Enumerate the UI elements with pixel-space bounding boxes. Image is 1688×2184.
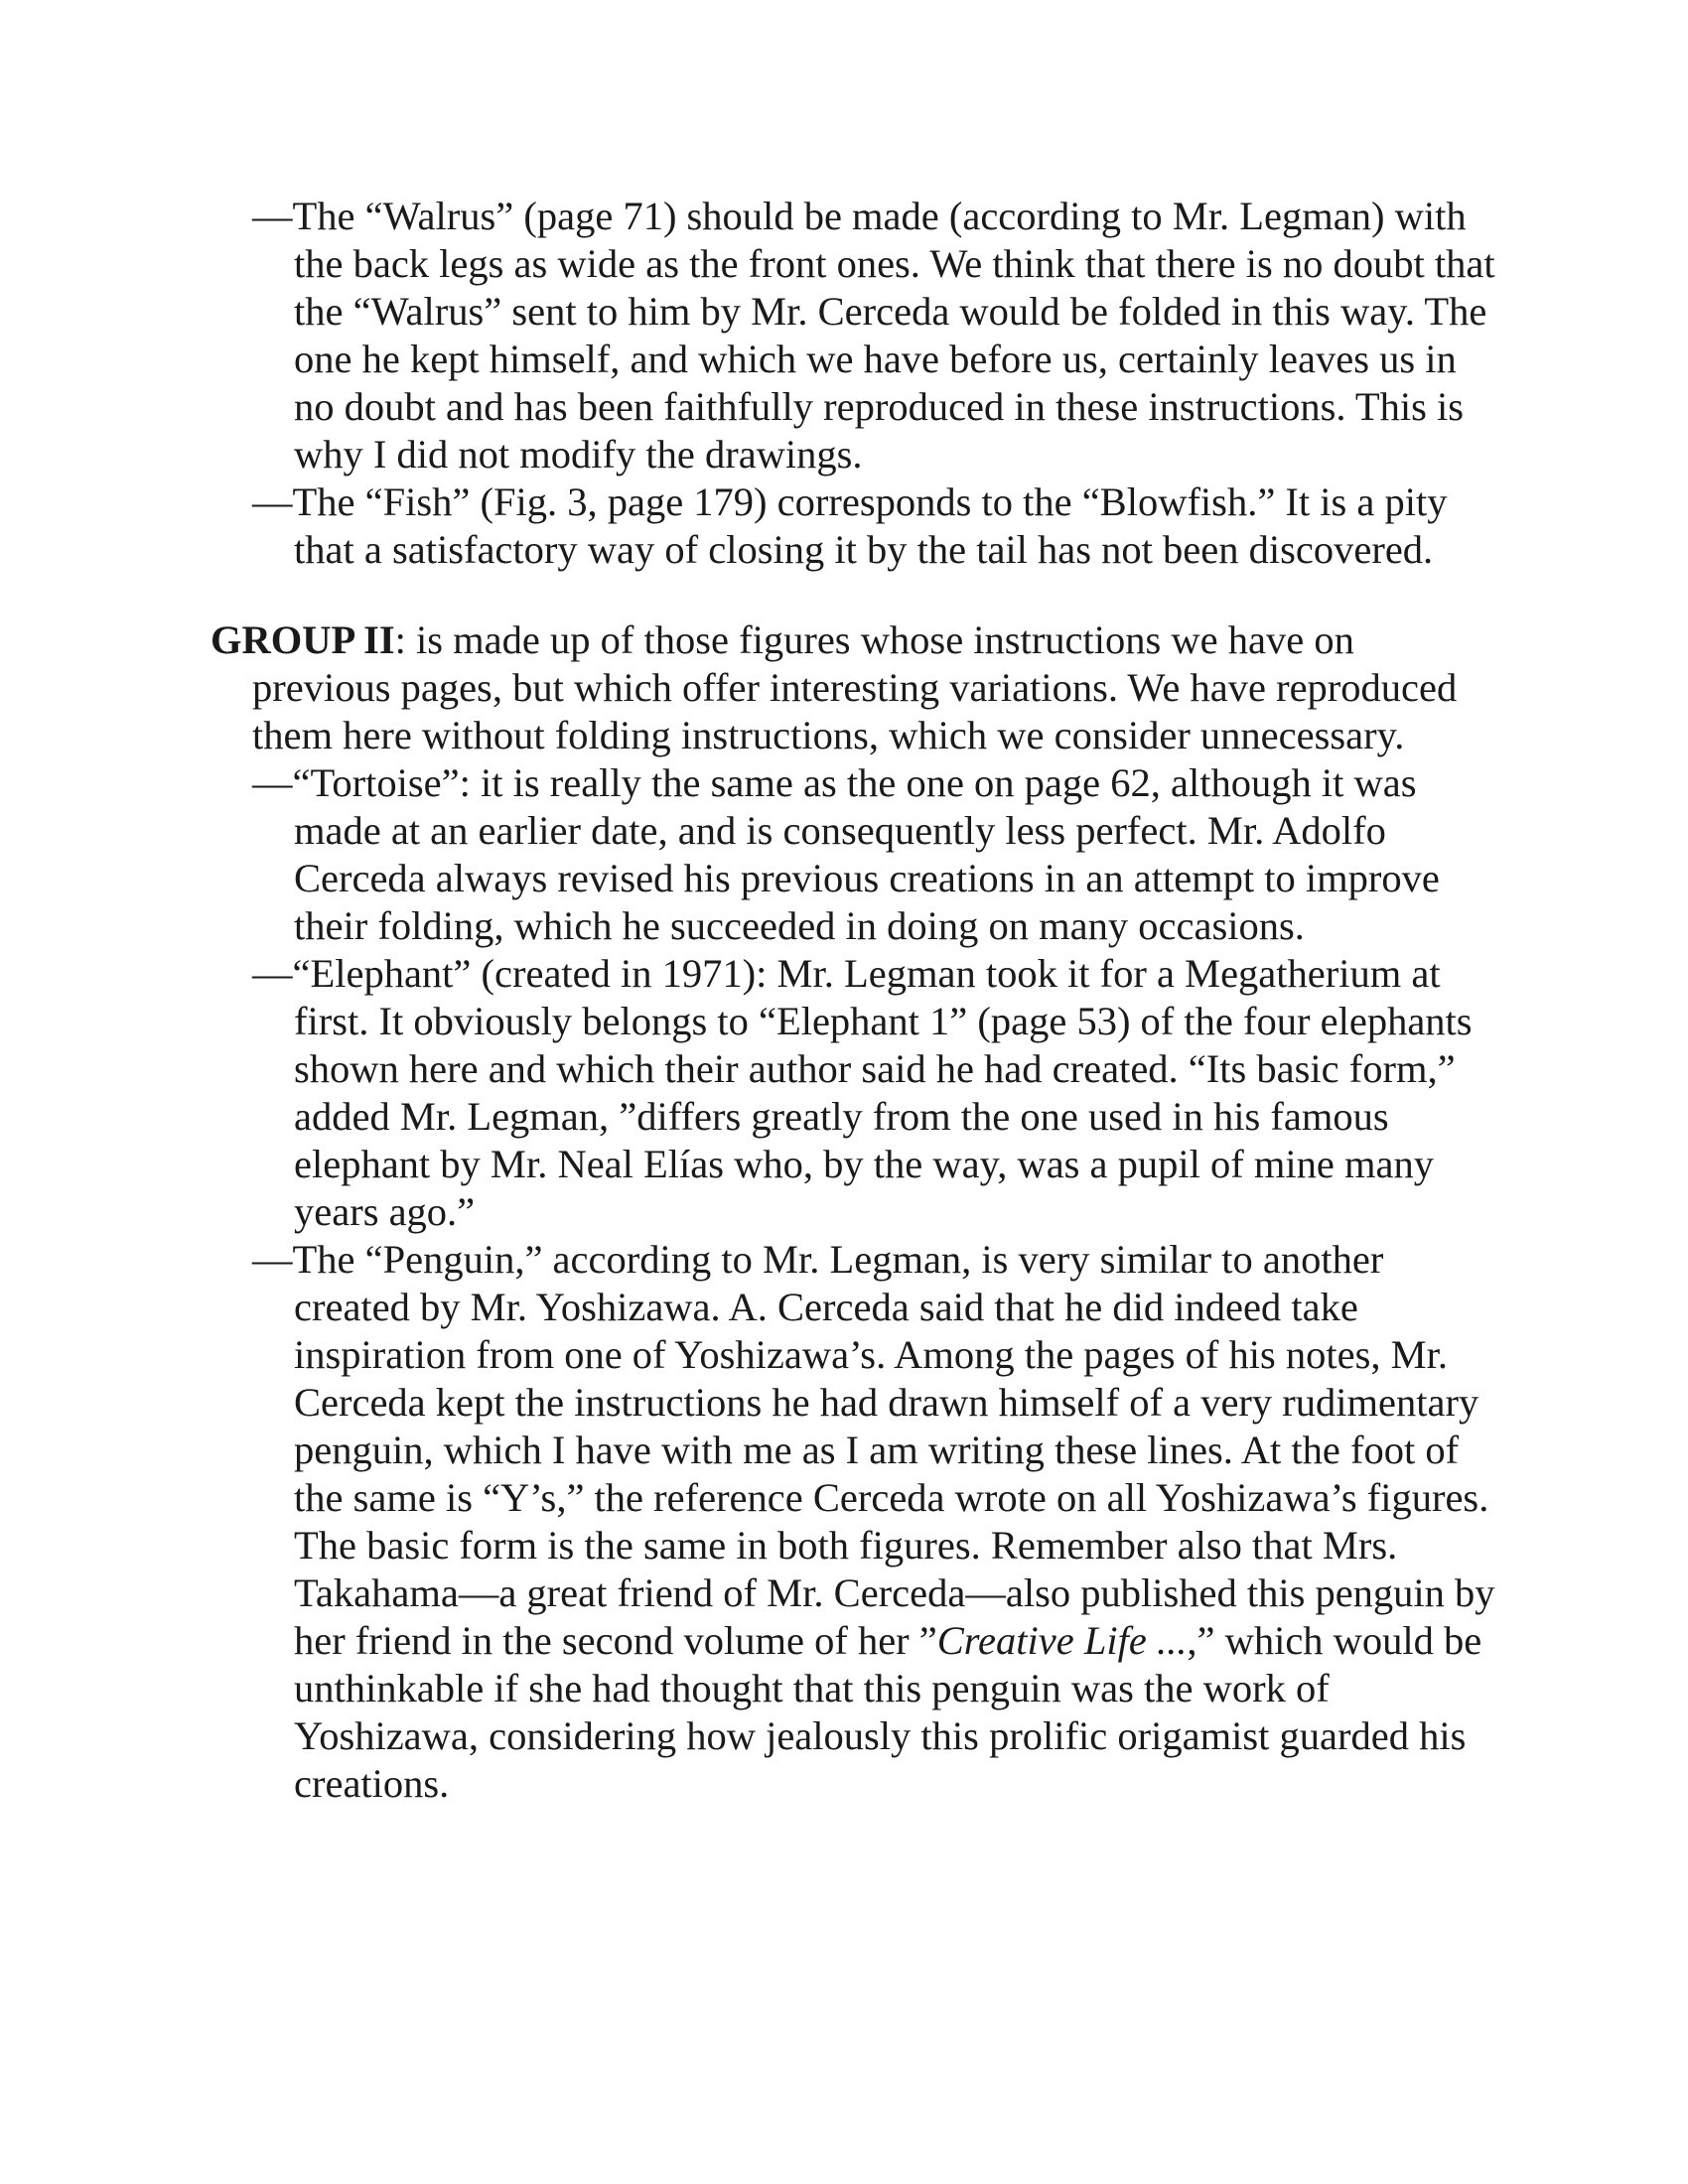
group-ii-intro: : is made up of those figures whose instructions we have on previous pages, but which offer interesting variations. We have reproduced them here without folding instructions, which we consider unnecessary. <box>252 617 1458 757</box>
group-ii-heading: GROUP II <box>211 617 395 662</box>
penguin-paragraph <box>211 1236 1501 1808</box>
group-ii-paragraph <box>211 616 1501 759</box>
body-text <box>211 193 1501 1808</box>
penguin-text-before-title: —The “Penguin,” according to Mr. Legman, is very similar to another created by Mr. Yoshizawa. A. Cerceda said that he did indeed take inspiration from one of Yoshizawa’s. Among the pages of his notes, Mr. Cerceda kept the instructions he had drawn himself of a very rudimentary penguin, which I have with me as I am writing these lines. At the foot of the same is “Y’s,” the reference Cerceda wrote on all Yoshizawa’s figures. The basic form is the same in both figures. Remember also that Mrs. Takahama—a great friend of Mr. Cerceda—also published this penguin by her friend in the second volume of her ” <box>252 1237 1495 1663</box>
penguin-text-after-title: ,” which would be unthinkable if she had thought that this penguin was the work of Yoshizawa, considering how jealously this prolific origamist guarded his creations. <box>294 1618 1482 1806</box>
tortoise-paragraph: —“Tortoise”: it is really the same as the one on page 62, although it was made at an earlier date, and is consequently less perfect. Mr. Adolfo Cerceda always revised his previous creations in an attempt to improve their folding, which he succeeded in doing on many occasions. <box>252 760 1440 948</box>
book-title-creative-life: Creative Life ... <box>936 1618 1188 1663</box>
elephant-paragraph: —“Elephant” (created in 1971): Mr. Legman took it for a Megatherium at first. It obviously belongs to “Elephant 1” (page 53) of the four elephants shown here and which their author said he had created. “Its basic form,” added Mr. Legman, ”differs greatly from the one used in his famous elephant by Mr. Neal Elías who, by the way, was a pupil of mine many years ago.” <box>252 951 1473 1234</box>
walrus-paragraph: —The “Walrus” (page 71) should be made (according to Mr. Legman) with the back legs as wide as the front ones. We think that there is no doubt that the “Walrus” sent to him by Mr. Cerceda would be folded in this way. The one he kept himself, and which we have before us, certainly leaves us in no doubt and has been faithfully reproduced in these instructions. This is why I did not modify the drawings. <box>252 194 1495 477</box>
fish-paragraph: —The “Fish” (Fig. 3, page 179) corresponds to the “Blowfish.” It is a pity that a satisfactory way of closing it by the tail has not been discovered. <box>252 479 1448 572</box>
